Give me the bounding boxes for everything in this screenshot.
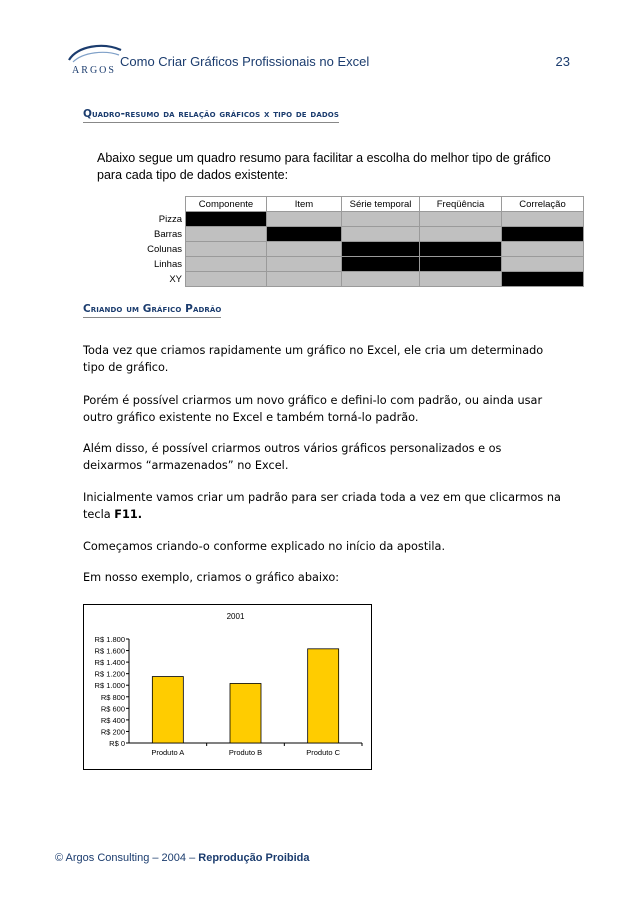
matrix-cell-unmarked [420,212,502,227]
footer-copyright: © Argos Consulting – 2004 – [55,852,199,864]
matrix-cell-unmarked [342,212,420,227]
intro-paragraph: Abaixo segue um quadro resumo para facilitar a escolha do melhor tipo de gráfico para cada tipo de dados existente: [97,151,551,182]
matrix-row [97,257,584,272]
matrix-col-header: Série temporal [342,197,420,212]
summary-matrix-table [97,196,584,287]
matrix-cell-unmarked [502,257,584,272]
section-heading-summary-text: Quadro-resumo da relação gráficos x tipo de dados [83,108,339,120]
paragraph-2: Porém é possível criarmos um novo gráfico e defini-lo com padrão, ou ainda usar outro gráfico existente no Excel e também torná-lo padrão. [83,394,543,424]
matrix-row-label: Colunas [147,243,182,255]
y-tick-label: R$ 200 [100,727,125,737]
y-tick-label: R$ 1.800 [94,635,125,644]
matrix-cell-unmarked [267,212,342,227]
matrix-cell-unmarked [186,257,267,272]
matrix-cell-unmarked [186,227,267,242]
argos-logo [63,40,125,78]
matrix-row-label: Barras [154,228,182,240]
section-heading-summary [83,108,339,123]
y-tick-label: R$ 400 [100,715,125,725]
matrix-cell-unmarked [267,257,342,272]
matrix-cell-marked [420,242,502,257]
matrix-cell-marked [502,227,584,242]
matrix-cell-unmarked [502,212,584,227]
matrix-cell-unmarked [342,272,420,287]
x-category-label: Produto C [306,748,341,757]
matrix-row [97,272,584,287]
matrix-cell-unmarked [186,242,267,257]
y-tick-label: R$ 1.000 [94,681,125,691]
matrix-row [97,212,584,227]
bar-produto-b [230,683,261,743]
y-tick-label: R$ 1.200 [94,669,125,679]
matrix-cell-marked [342,257,420,272]
bar-produto-c [308,649,339,743]
y-tick-label: R$ 800 [100,692,125,702]
footer [55,852,310,864]
section-heading-default-chart [83,303,221,318]
matrix-col-header: Componente [186,197,267,212]
matrix-cell-unmarked [186,272,267,287]
matrix-row-label: Pizza [158,213,182,225]
page-number: 23 [555,54,570,69]
footer-notice: Reprodução Proibida [198,852,310,864]
paragraph-3: Além disso, é possível criarmos outros vários gráficos personalizados e os deixarmos “armazenados” no Excel. [83,442,502,472]
matrix-col-header: Freqüência [420,197,502,212]
matrix-row-label: Linhas [154,258,182,270]
matrix-cell-marked [186,212,267,227]
paragraph-1: Toda vez que criamos rapidamente um gráfico no Excel, ele cria um determinado tipo de gráfico. [83,344,544,374]
matrix-cell-unmarked [267,242,342,257]
bar-produto-a [152,677,183,743]
logo-text: ARGOS [72,65,116,76]
paragraph-4 [83,489,563,523]
matrix-cell-unmarked [420,272,502,287]
paragraph-6: Em nosso exemplo, criamos o gráfico abaixo: [83,571,340,584]
matrix-cell-unmarked [420,227,502,242]
matrix-cell-unmarked [502,242,584,257]
matrix-cell-marked [342,242,420,257]
matrix-row [97,242,584,257]
matrix-cell-marked [502,272,584,287]
paragraph-4-text: Inicialmente vamos criar um padrão para ser criada toda a vez em que clicarmos na tecla [83,491,561,521]
y-tick-label: R$ 0 [109,739,125,748]
section-heading-default-chart-text: Criando um Gráfico Padrão [83,303,222,315]
matrix-col-header: Correlação [502,197,584,212]
matrix-row-label: XY [169,273,182,285]
matrix-col-header: Item [267,197,342,212]
matrix-cell-unmarked [267,272,342,287]
y-tick-label: R$ 1.400 [94,658,125,668]
matrix-cell-marked [420,257,502,272]
bar-chart [84,605,371,769]
chart-container [83,604,372,770]
x-category-label: Produto B [228,748,263,757]
chart-title: 2001 [226,612,245,621]
x-category-label: Produto A [151,748,185,757]
y-tick-label: R$ 600 [100,704,125,714]
matrix-row [97,227,584,242]
paragraph-5: Começamos criando-o conforme explicado no início da apostila. [83,540,446,553]
key-f11: F11. [114,508,142,521]
matrix-header-row [97,197,584,212]
header-title: Como Criar Gráficos Profissionais no Excel [120,54,370,69]
matrix-corner [97,197,186,212]
y-tick-label: R$ 1.600 [94,646,125,656]
matrix-cell-unmarked [342,227,420,242]
matrix-cell-marked [267,227,342,242]
